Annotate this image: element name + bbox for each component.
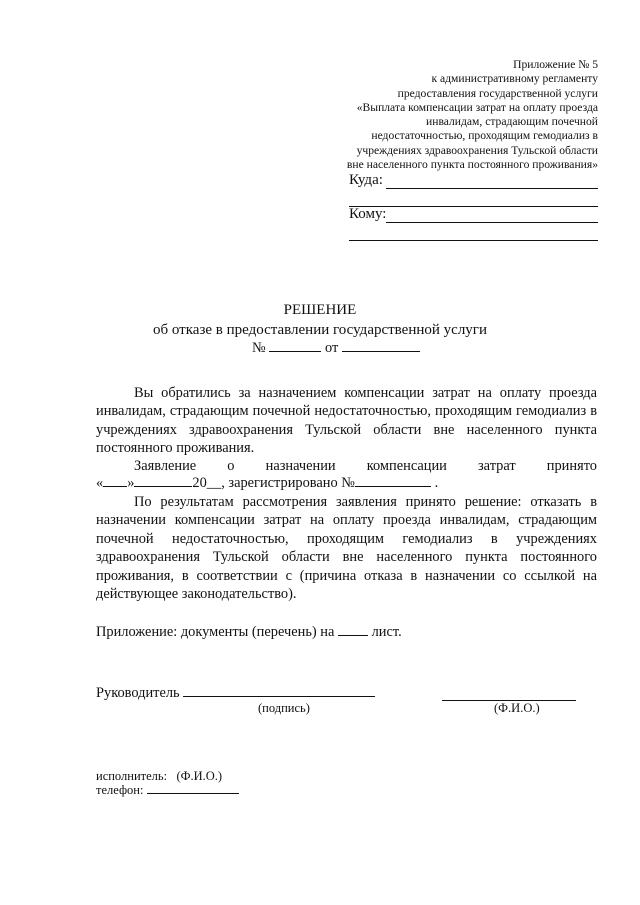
document-subtitle: об отказе в предоставлении государственной услуги — [152, 322, 487, 338]
phone-label: телефон: — [96, 783, 144, 797]
phone-field[interactable] — [147, 784, 239, 794]
to-where-field[interactable] — [386, 188, 598, 189]
date-field[interactable] — [342, 340, 420, 352]
number-prefix: № — [252, 340, 266, 356]
to-whom-field-line2[interactable] — [349, 240, 598, 241]
executor-fio: (Ф.И.О.) — [176, 769, 223, 783]
to-where-label: Куда: — [349, 172, 383, 188]
head-signature-row — [96, 685, 375, 702]
paragraph-decision-text: По результатам рассмотрения заявления принято решение: отказать в назначении компенсации затрат на оплату проезда инвалидам, страдающим почечной недостаточностью, проходящим гемодиализ в учреждениях здравоохранения Тульской области вне населенного пункта постоянного проживания, в соответствии с (причина отказа в назначении со ссылкой на действующее законодательство). — [96, 494, 597, 603]
fio-caption: (Ф.И.О.) — [494, 701, 540, 715]
executor-row — [96, 769, 222, 784]
appendix-line: предоставления государственной услуги — [397, 86, 598, 100]
month-field[interactable] — [134, 475, 192, 487]
appendix-line: вне населенного пункта постоянного проживания» — [346, 158, 598, 172]
day-field[interactable] — [103, 475, 127, 487]
period: . — [434, 475, 439, 491]
registration-number-field[interactable] — [355, 475, 431, 487]
phone-row — [96, 783, 239, 798]
quote-open: « — [96, 475, 104, 491]
appendix-line: инвалидам, страдающим почечной — [426, 115, 598, 129]
to-whom-label: Кому: — [349, 206, 387, 222]
paragraph-application — [96, 457, 597, 475]
application-line-2 — [96, 475, 438, 492]
sheets-count-field[interactable] — [338, 624, 368, 636]
document-title: РЕШЕНИЕ — [283, 302, 357, 318]
appendix-line: учреждениях здравоохранения Тульской области — [356, 143, 598, 157]
year-registered-text: 20__, зарегистрировано № — [192, 475, 355, 491]
appendix-line: недостаточностью, проходящим гемодиализ в — [371, 129, 598, 143]
date-prefix: от — [324, 340, 339, 356]
appendix-line: «Выплата компенсации затрат на оплату проезда — [356, 100, 598, 114]
quote-close: » — [127, 475, 135, 491]
appendix-line: Приложение № 5 — [513, 58, 598, 71]
head-label: Руководитель — [96, 685, 180, 701]
number-field[interactable] — [269, 340, 321, 352]
sheets-suffix: лист. — [371, 624, 402, 640]
paragraph-request — [96, 384, 597, 458]
number-date-row — [252, 340, 420, 357]
signature-field[interactable] — [183, 685, 375, 697]
attachment-label: Приложение: документы (перечень) на — [96, 624, 335, 640]
paragraph-decision — [96, 493, 597, 603]
paragraph-request-text: Вы обратились за назначением компенсации затрат на оплату проезда инвалидам, страдающим почечной недостаточностью, проходящим гемодиализ в учреждениях здравоохранения Тульской области вне населенного пункта постоянного проживания. — [96, 385, 597, 457]
executor-label: исполнитель: — [96, 769, 168, 783]
application-line-1: Заявление о назначении компенсации затрат принято — [134, 458, 597, 474]
appendix-header — [298, 58, 598, 172]
attachment-row — [96, 624, 402, 641]
signature-caption: (подпись) — [258, 701, 310, 715]
to-whom-field[interactable] — [386, 222, 598, 223]
appendix-line: к административному регламенту — [431, 72, 598, 86]
